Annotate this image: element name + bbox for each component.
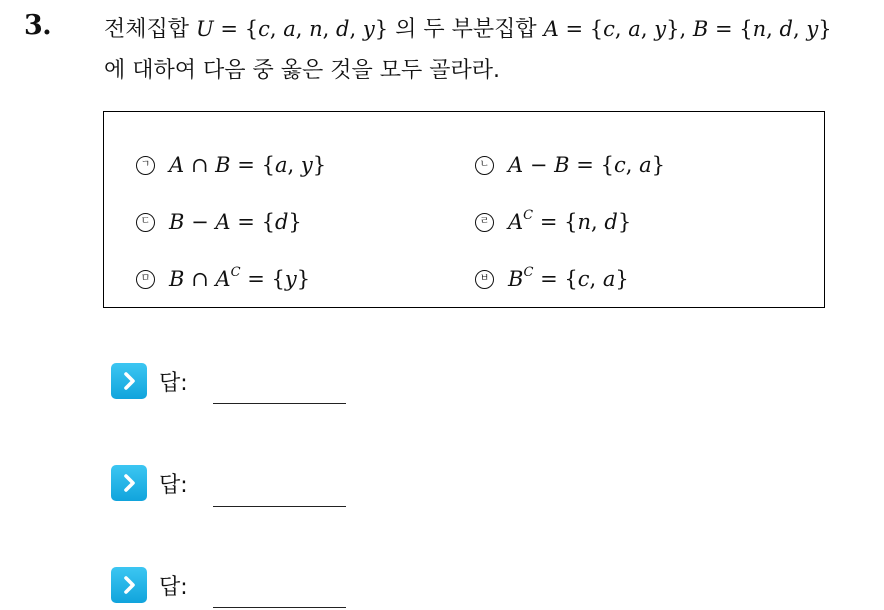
question-middle: 의 두 부분집합 bbox=[395, 17, 537, 42]
choice-expression: B − A = {d} bbox=[169, 210, 302, 234]
question-number: 3. bbox=[24, 10, 52, 41]
choice-expression: B ∩ $A^C = \{y\}$ bbox=[169, 265, 311, 291]
choice-item bbox=[136, 150, 326, 180]
chevron-right-icon bbox=[111, 363, 147, 399]
answer-row bbox=[111, 465, 188, 501]
answer-row bbox=[111, 363, 188, 399]
question-prefix: 전체집합 bbox=[104, 17, 190, 42]
choice-marker-icon: ㄹ bbox=[475, 213, 494, 232]
answer-blank[interactable] bbox=[213, 403, 346, 404]
choice-expression: A − B = {c, a} bbox=[508, 153, 665, 177]
choices-box bbox=[103, 111, 825, 308]
choice-expression: $A^C = \{n$, d} bbox=[508, 208, 632, 234]
choice-marker-icon: ㅁ bbox=[136, 270, 155, 289]
answer-label: 답: bbox=[159, 370, 188, 396]
choice-marker-icon: ㄷ bbox=[136, 213, 155, 232]
chevron-right-icon bbox=[111, 465, 147, 501]
choice-item bbox=[475, 264, 629, 294]
answer-label: 답: bbox=[159, 574, 188, 600]
question-text-line1 bbox=[104, 14, 832, 45]
choice-marker-icon: ㄱ bbox=[136, 156, 155, 175]
choice-item bbox=[475, 207, 631, 237]
answer-label: 답: bbox=[159, 472, 188, 498]
choice-expression: $B^C = \{c$, a} bbox=[508, 265, 629, 291]
chevron-right-icon bbox=[111, 567, 147, 603]
choice-expression: A ∩ B = {a, y} bbox=[169, 153, 327, 177]
choice-item bbox=[475, 150, 665, 180]
choice-marker-icon: ㅂ bbox=[475, 270, 494, 289]
choice-item bbox=[136, 264, 310, 294]
question-text-line2: 에 대하여 다음 중 옳은 것을 모두 골라라. bbox=[104, 58, 500, 83]
set-b-expression: , B = {n, d, y} bbox=[679, 17, 832, 41]
answer-row bbox=[111, 567, 188, 603]
choice-marker-icon: ㄴ bbox=[475, 156, 494, 175]
choice-item bbox=[136, 207, 302, 237]
universal-set-expression: U = {c, a, n, d, y} bbox=[196, 17, 389, 41]
answer-blank[interactable] bbox=[213, 506, 346, 507]
answer-blank[interactable] bbox=[213, 607, 346, 608]
set-a-expression: A = {c, a, y} bbox=[543, 17, 680, 41]
